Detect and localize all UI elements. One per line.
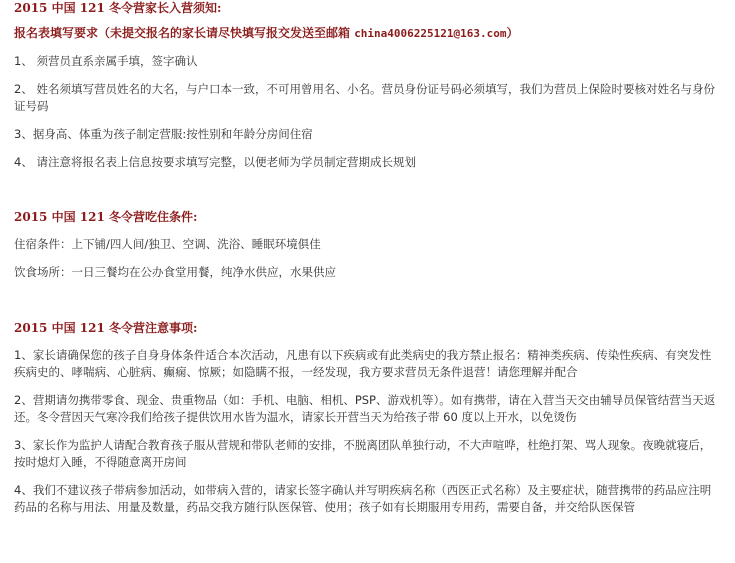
list-item: 2、 姓名须填写营员姓名的大名，与户口本一致，不可用曾用名、小名。营员身份证号码必须填写，我们为营员上保险时要核对姓名与身份证号码: [14, 82, 715, 113]
section-precautions: [14, 320, 721, 516]
list-item: 4、 请注意将报名表上信息按要求填写完整，以便老师为学员制定营期成长规划: [14, 155, 416, 169]
section-enrollment-notice: [14, 0, 721, 171]
form-requirements-heading: [14, 25, 721, 42]
form-requirements-text: 报名表填写要求（未提交报名的家长请尽快填写报交发送至邮箱: [14, 26, 355, 40]
contact-email: china4006225121@163.com: [354, 27, 507, 40]
section-accommodation: [14, 209, 721, 281]
list-item: 4、我们不建议孩子带病参加活动，如带病入营的，请家长签字确认并写明疾病名称（西医正式名称）及主要症状，随营携带的药品应注明药品的名称与用法、用量及数量，药品交我方随行队医保管、使用；孩子如有长期服用专用药，需要自备，并交给队医保管: [14, 483, 712, 514]
precautions-list: [14, 347, 721, 516]
accommodation-list: [14, 236, 721, 281]
list-item: 3、据身高、体重为孩子制定营服:按性别和年龄分房间住宿: [14, 127, 313, 141]
form-requirements-list: [14, 53, 721, 171]
section-title: 2015 中国 121 冬令营注意事项:: [14, 321, 198, 335]
list-item: 1、 须营员直系亲属手填，签字确认: [14, 54, 198, 68]
list-item: 2、营期请勿携带零食、现金、贵重物品（如：手机、电脑、相机、PSP、游戏机等）。如有携带，请在入营当天交由辅导员保管结营当天返还。冬令营因天气寒冷我们给孩子提供饮用水皆为温水，请家长开营当天为给孩子带 60 度以上开水，以免烫伤: [14, 393, 716, 424]
list-item: 1、家长请确保您的孩子自身身体条件适合本次活动，凡患有以下疾病或有此类病史的我方禁止报名：精神类疾病、传染性疾病、有突发性疾病史的、哮喘病、心脏病、癫痫、惊厥；如隐瞒不报，一经发现，我方要求营员无条件退营！请您理解并配合: [14, 348, 712, 379]
section-title: 2015 中国 121 冬令营家长入营须知:: [14, 1, 222, 15]
list-item: 3、家长作为监护人请配合教育孩子服从营规和带队老师的安排，不脱离团队单独行动，不大声喧哗，杜绝打架、骂人现象。夜晚就寝后，按时熄灯入睡，不得随意离开房间: [14, 438, 712, 469]
list-item: 饮食场所：一日三餐均在公办食堂用餐，纯净水供应，水果供应: [14, 265, 336, 279]
form-requirements-close: ）: [506, 26, 519, 40]
section-title: 2015 中国 121 冬令营吃住条件:: [14, 210, 198, 224]
list-item: 住宿条件：上下铺/四人间/独卫、空调、洗浴、睡眠环境俱佳: [14, 237, 321, 251]
